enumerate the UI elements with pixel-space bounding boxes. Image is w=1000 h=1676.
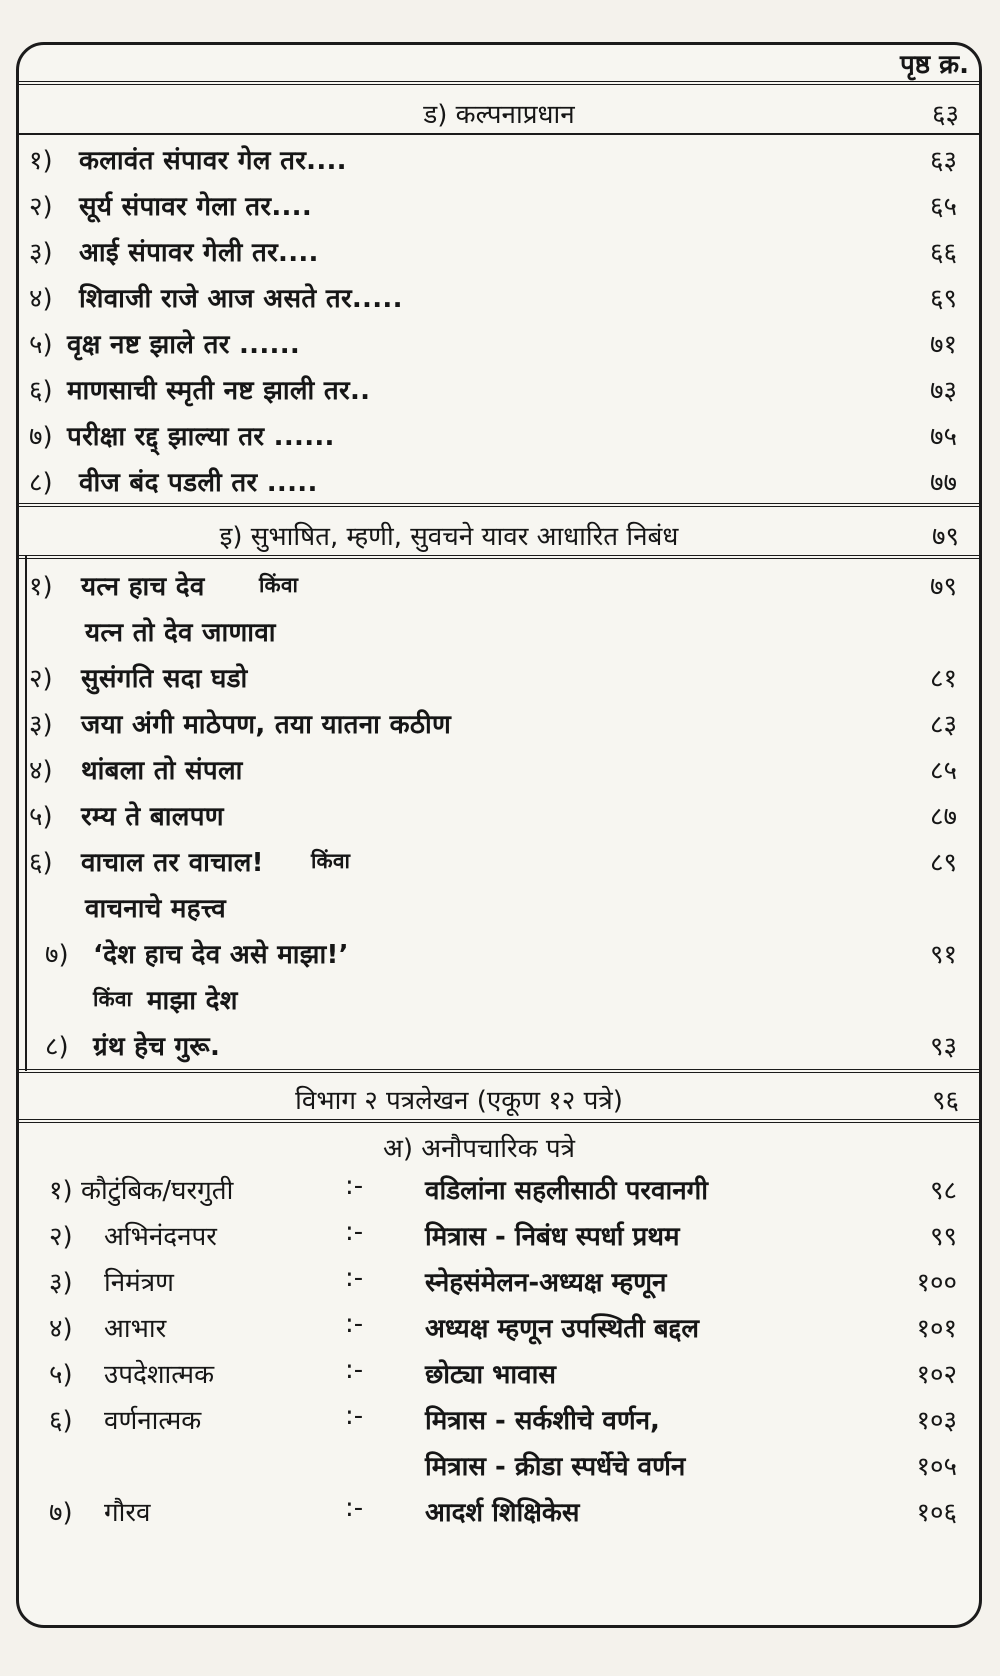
item-number: ५) — [29, 330, 53, 360]
item-number: ३) — [29, 238, 53, 268]
or-label: किंवा — [259, 573, 299, 597]
item-text: शिवाजी राजे आज असते तर..... — [79, 284, 403, 314]
letter-row — [19, 1303, 979, 1351]
item-number: ६) — [49, 1406, 73, 1436]
letter-category: उपदेशात्मक — [104, 1360, 215, 1390]
item-page: ९१ — [929, 940, 957, 970]
item-text: यत्न तो देव जाणावा — [85, 618, 276, 648]
letter-category: गौरव — [104, 1498, 151, 1528]
list-item — [19, 365, 979, 413]
item-page: ८९ — [929, 848, 957, 878]
list-item — [19, 561, 979, 609]
separator: :- — [345, 1217, 364, 1247]
item-page: ६६ — [929, 238, 957, 268]
divider — [19, 81, 979, 85]
list-item — [19, 1021, 979, 1069]
section-title: विभाग २ पत्रलेखन (एकूण १२ पत्रे) — [295, 1086, 623, 1116]
item-page: ८५ — [929, 756, 957, 786]
list-item — [19, 653, 979, 701]
separator: :- — [345, 1171, 364, 1201]
item-page: ७५ — [929, 422, 957, 452]
left-rule — [25, 555, 27, 1071]
contents-box — [16, 42, 982, 1628]
item-page: ९९ — [929, 1222, 957, 1252]
letter-description: मित्रास - निबंध स्पर्धा प्रथम — [425, 1222, 680, 1252]
item-page: १०६ — [916, 1498, 957, 1528]
item-number: २) — [29, 664, 53, 694]
item-page: ९८ — [929, 1176, 957, 1206]
item-number: २) — [49, 1222, 73, 1252]
item-number: १) — [49, 1176, 73, 1206]
item-number: २) — [29, 192, 53, 222]
item-number: ४) — [29, 284, 53, 314]
list-item — [19, 929, 979, 977]
item-text: थांबला तो संपला — [81, 756, 243, 786]
item-number: ८) — [45, 1032, 69, 1062]
separator: :- — [345, 1355, 364, 1385]
item-text: माणसाची स्मृती नष्ट झाली तर.. — [67, 376, 371, 406]
item-text: कलावंत संपावर गेल तर.... — [79, 146, 347, 176]
letter-row — [19, 1349, 979, 1397]
list-item-continuation — [19, 607, 979, 655]
item-text: जया अंगी माठेपण, तया यातना कठीण — [81, 710, 452, 740]
item-page: १०३ — [916, 1406, 957, 1436]
item-page: १०१ — [916, 1314, 957, 1344]
letter-description: अध्यक्ष म्हणून उपस्थिती बद्दल — [425, 1314, 699, 1344]
item-number: ६) — [29, 848, 53, 878]
letter-category: आभार — [104, 1314, 167, 1344]
item-number: ३) — [49, 1268, 73, 1298]
divider — [19, 555, 979, 559]
item-text: वृक्ष नष्ट झाले तर ...... — [67, 330, 301, 360]
item-page: ७७ — [929, 468, 957, 498]
item-number: ५) — [29, 802, 53, 832]
letter-row — [19, 1395, 979, 1443]
list-item — [19, 319, 979, 367]
section-page: ७९ — [931, 522, 959, 552]
item-page: ७१ — [929, 330, 957, 360]
item-text: माझा देश — [147, 986, 238, 1016]
item-page: ७३ — [929, 376, 957, 406]
item-number: ७) — [49, 1498, 73, 1528]
separator: :- — [345, 1493, 364, 1523]
letter-row — [19, 1211, 979, 1259]
item-text: परीक्षा रद्द् झाल्या तर ...... — [67, 422, 335, 452]
item-page: ६९ — [929, 284, 957, 314]
item-number: १) — [29, 572, 53, 602]
section-heading-anaupcharik — [19, 1121, 979, 1171]
item-number: ३) — [29, 710, 53, 740]
item-text: आई संपावर गेली तर.... — [79, 238, 319, 268]
list-item — [19, 457, 979, 505]
item-text: वाचाल तर वाचाल! — [81, 848, 264, 878]
list-item — [19, 699, 979, 747]
item-page: ८३ — [929, 710, 957, 740]
list-item — [19, 745, 979, 793]
divider — [19, 503, 979, 507]
list-item — [19, 791, 979, 839]
item-text: वीज बंद पडली तर ..... — [79, 468, 318, 498]
letter-description: आदर्श शिक्षिकेस — [425, 1498, 580, 1528]
item-number: ७) — [45, 940, 69, 970]
item-number: ५) — [49, 1360, 73, 1390]
page-number-header: पृष्ठ क्र. — [900, 50, 969, 80]
section-heading-kalpana — [19, 87, 979, 137]
letter-description: मित्रास - क्रीडा स्पर्धेचे वर्णन — [425, 1452, 686, 1482]
item-number: ८) — [29, 468, 53, 498]
section-heading-vibhag2 — [19, 1073, 979, 1123]
item-text: ग्रंथ हेच गुरू. — [93, 1032, 221, 1062]
letter-row-continuation — [19, 1441, 979, 1489]
letter-description: मित्रास - सर्कशीचे वर्णन, — [425, 1406, 660, 1436]
list-item — [19, 273, 979, 321]
list-item — [19, 181, 979, 229]
section-page: ६३ — [931, 100, 959, 130]
letter-category: वर्णनात्मक — [104, 1406, 202, 1436]
separator: :- — [345, 1263, 364, 1293]
letter-category: कौटुंबिक/घरगुती — [81, 1176, 234, 1206]
list-item — [19, 227, 979, 275]
section-title: ड) कल्पनाप्रधान — [423, 100, 575, 130]
separator: :- — [345, 1309, 364, 1339]
item-page: ८७ — [929, 802, 957, 832]
item-text: वाचनाचे महत्त्व — [85, 894, 226, 924]
item-number: ६) — [29, 376, 53, 406]
item-page: ६३ — [929, 146, 957, 176]
or-label: किंवा — [93, 987, 133, 1011]
item-text: सुसंगति सदा घडो — [81, 664, 248, 694]
letter-description: छोट्या भावास — [425, 1360, 556, 1390]
item-page: ६५ — [929, 192, 957, 222]
item-text: यत्न हाच देव — [81, 572, 205, 602]
item-number: ४) — [49, 1314, 73, 1344]
letter-category: निमंत्रण — [104, 1268, 174, 1298]
or-label: किंवा — [311, 849, 351, 873]
item-text: रम्य ते बालपण — [81, 802, 224, 832]
section-title: अ) अनौपचारिक पत्रे — [382, 1134, 576, 1164]
section-heading-subhashit — [19, 509, 979, 559]
list-item-continuation — [19, 975, 979, 1023]
item-text: सूर्य संपावर गेला तर.... — [79, 192, 313, 222]
item-text: ‘देश हाच देव असे माझा!’ — [93, 940, 349, 970]
item-number: ४) — [29, 756, 53, 786]
list-item — [19, 411, 979, 459]
item-number: १) — [29, 146, 53, 176]
letter-row — [19, 1487, 979, 1535]
letter-row — [19, 1165, 979, 1213]
section-title: इ) सुभाषित, म्हणी, सुवचने यावर आधारित निबंध — [219, 522, 679, 552]
list-item-continuation — [19, 883, 979, 931]
separator: :- — [345, 1401, 364, 1431]
list-item — [19, 135, 979, 183]
item-page: १०० — [916, 1268, 957, 1298]
item-page: ७९ — [929, 572, 957, 602]
item-page: ९३ — [929, 1032, 957, 1062]
list-item — [19, 837, 979, 885]
letter-description: स्नेहसंमेलन-अध्यक्ष म्हणून — [425, 1268, 667, 1298]
item-page: ८१ — [929, 664, 957, 694]
letter-category: अभिनंदनपर — [104, 1222, 217, 1252]
item-number: ७) — [29, 422, 53, 452]
item-page: १०५ — [916, 1452, 957, 1482]
letter-row — [19, 1257, 979, 1305]
letter-description: वडिलांना सहलीसाठी परवानगी — [425, 1176, 709, 1206]
item-page: १०२ — [916, 1360, 957, 1390]
section-page: ९६ — [931, 1086, 959, 1116]
